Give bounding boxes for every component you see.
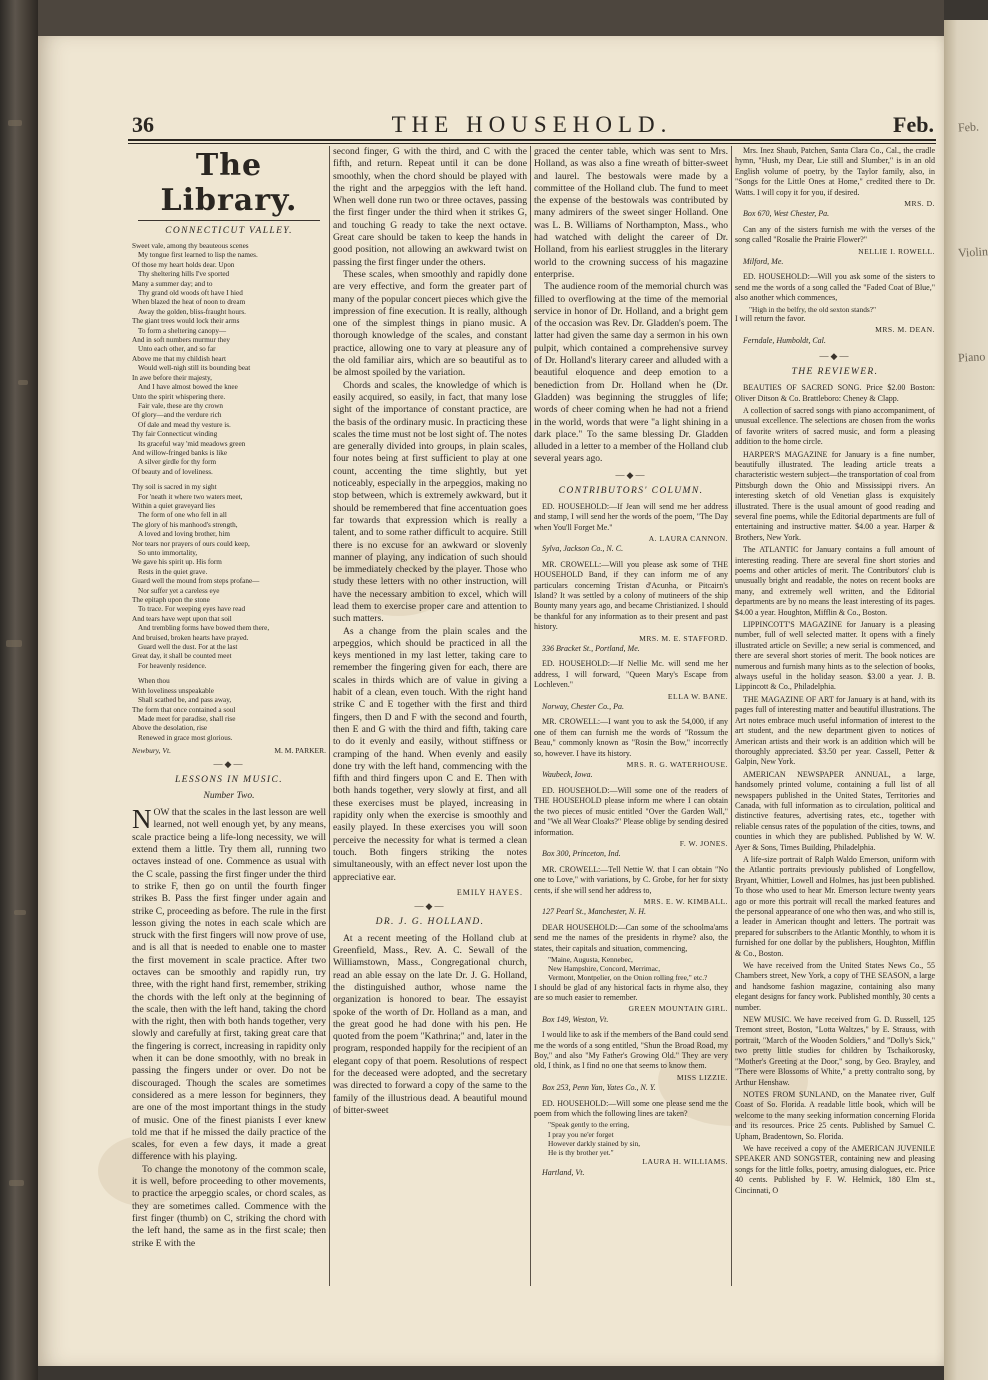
poem-line: For heavenly residence.: [138, 661, 207, 670]
letter-signature: MRS. R. G. WATERHOUSE.: [626, 760, 728, 770]
letter-signature: NELLIE I. ROWELL.: [858, 246, 935, 256]
lessons-paragraph: To change the monotony of the common scale, it is well, before proceeding to other movements, to practice the arpeggio scales, or chord scales, as they are sometimes called. Commence with the first finger (thumb) on C, striking the chord with the left hand, the same as in the first scale; then strike E with the: [132, 1163, 326, 1249]
poem-line: Of those my heart holds dear. Upon: [132, 260, 235, 269]
letter-text: MR. CROWELL:—Will you please ask some of THE HOUSEHOLD Band, if they can inform me of any particulars concerning Tristan d'Acunha, or Pitcairn's Island? It was settled by a colony of mutineers of the ship Bounty many years ago, and became Christianized. I should be thankful for any information as to their present and past history.: [534, 559, 728, 632]
column-rule: [329, 146, 330, 1286]
letter-text: MR. CROWELL:—I want you to ask the 54,000, if any one of them can furnish me the words of "Rossum the Beau," commonly known as "Rosin the Bow," incorrectly so, however. I have its history.: [534, 717, 728, 758]
poem-line: Thy soil is sacred in my sight: [132, 483, 217, 492]
poem-line: For 'neath it where two waters meet,: [138, 492, 243, 501]
reviewer-title: THE REVIEWER.: [791, 367, 879, 378]
letter-address: 127 Pearl St., Manchester, N. H.: [542, 907, 646, 917]
poem-line: The form that once contained a soul: [132, 705, 236, 714]
contributors-title: CONTRIBUTORS' COLUMN.: [558, 485, 704, 496]
contributor-letter: [534, 923, 728, 1025]
review-paragraph: HARPER'S MAGAZINE for January is a fine number, beautifully illustrated. The leading article treats a characteristic western subject—the transportation of coal from Pittsburgh down the Ohio and Mississippi rivers. An interesting sketch of old Venetian glass is exquisitely illustrated. There is the usual amount of good reading and several fine poems, while the Editorial departments are full of entertaining and instructive matter. $4.00 a year. Harper & Brothers, New York.: [735, 449, 935, 542]
page-top-edge: [38, 0, 944, 36]
poem-line: Nor tears nor prayers of ours could keep,: [132, 539, 250, 548]
poem-text: [132, 242, 326, 743]
poem-line: Renewed in grace most glorious.: [138, 733, 233, 742]
letter-signature: MISS LIZZIE.: [676, 1072, 728, 1082]
letter-signature: MRS. M. E. STAFFORD.: [639, 633, 728, 643]
poem-line: And bruised, broken hearts have prayed.: [132, 633, 249, 642]
column-4: [735, 146, 935, 1286]
contributor-letter: [534, 659, 728, 712]
letter-text: ED. HOUSEHOLD:—Will some one please send me the poem from which the following lines are taken?: [534, 1098, 728, 1119]
review-paragraph: The ATLANTIC for January contains a full amount of interesting reading. There are several fine short stories and poems and other articles of merit. The Contributors' club is unusually bright and readable, the notes on recent books are many, and extremely well written, and the Editorial departments are by no means the least interesting of its pages. $4.00 a year. Houghton, Mifflin & Co., Boston.: [735, 545, 935, 617]
edge-fragment: Violin: [957, 244, 988, 260]
poem-line: Great day, it shall be counted meet: [132, 652, 232, 661]
quote-line: However darkly stained by sin,: [548, 1138, 641, 1148]
poem-line: Fair vale, these are thy crown: [138, 401, 224, 410]
letter-address: Sylva, Jackson Co., N. C.: [542, 544, 624, 554]
ornament-divider: —◆—: [213, 759, 245, 770]
poem-line: Made meet for paradise, shall rise: [138, 714, 236, 723]
contributor-letter: [534, 560, 728, 655]
ornament-divider: —◆—: [414, 900, 446, 911]
contributors-list-continued: [735, 146, 935, 346]
poem-line: Unto the spirit whispering there.: [132, 392, 226, 401]
poem-line: Guard well the dust. For at the last: [138, 643, 238, 652]
holland-body: [333, 933, 527, 1117]
letter-text: ED. HOUSEHOLD:—Will some one of the readers of THE HOUSEHOLD please inform me where I can obtain the two pieces of music entitled "Over the Garden Wall," and "We all Wear Cloaks?" Please oblige by sending desired information.: [534, 785, 728, 837]
poem-place: Newbury, Vt.: [132, 746, 171, 756]
section-rule: [138, 220, 320, 221]
lessons-paragraph: OW that the scales in the last lesson are well learned, not well enough yet, by any means, scale practice being a life-long necessity, we will extend them a little. Try them all, running two octaves instead of one. Commence as usual with the C scale, passing the first finger under the third to strike F, then go on until the fourth finger strikes B. Pass the first finger under again and strike C, proceeding as before. The rule in the first lesson giving the notes in each scale which are struck with the first fingers will now prove of use, and is all that is needed to enable one to master the first movement in scale practice. After two octaves can be smoothly and rapidly run, try three, with the right hand first, remember, striking the chords with the left only at the beginning of the scale, then with the left hand, taking the chord with the right, then with both hands together, very slowly and carefully at first, taking great care that the fingering is correct, increasing in rapidity only when it can be done smoothly, with no break in passing the fingers under or over. Do not be discouraged. Though the scales are sometimes considered as a mere lesson for beginners, they are one of the most important things in the study of music. One of the finest pianists I ever knew told me that if he missed the daily practice of the scales, for even a few days, it made a great difference with his playing.: [132, 807, 326, 1163]
letter-text: I should be glad of any historical facts in rhyme also, they are so much easier to remember.: [534, 982, 728, 1002]
poem-line: Above me that my childish heart: [132, 354, 227, 363]
adjacent-page-edge: [944, 20, 988, 1380]
letter-text: Can any of the sisters furnish me with the verses of the song called "Rosalie the Prairie Flower?": [735, 224, 935, 245]
poem-line: We gave his spirit up. His form: [132, 558, 222, 567]
issue-month: Feb.: [893, 112, 934, 137]
quote-line: "Maine, Augusta, Kennebec,: [548, 954, 633, 964]
poem-line: Of glory—and the verdure rich: [132, 411, 222, 420]
poem-line: When thou: [138, 677, 170, 686]
contributor-letter: [534, 502, 728, 555]
poem-line: And I have almost bowed the knee: [138, 383, 238, 392]
letter-signature: MRS. M. DEAN.: [875, 325, 935, 335]
poem-line: Away the golden, bliss-fraught hours.: [138, 307, 246, 316]
poem-line: When blazed the heat of noon to dream: [132, 298, 246, 307]
lessons-body: [132, 804, 326, 1250]
letter-address: Box 149, Weston, Vt.: [542, 1014, 609, 1024]
letter-text: I would like to ask if the members of the Band could send me the words of a song entitled, "Shun the Broad Road, my Boy," and also "My Father's Growing Old." They are very old, I think, as I find no one that seems to know them.: [534, 1030, 728, 1071]
poem-line: Of beauty and of loveliness.: [132, 467, 213, 476]
poem-line: To trace. For weeping eyes have read: [138, 605, 246, 614]
poem-line: And tears have wept upon that soil: [132, 614, 232, 623]
header-rule: [128, 143, 936, 144]
review-paragraph: We have received from the United States News Co., 55 Chambers street, New York, a copy of THE SEASON, a large and handsome fashion magazine, containing also many elegant designs for fancy work. Published monthly, 30 cents a number.: [735, 961, 935, 1012]
letter-text: I will return the favor.: [735, 313, 806, 323]
poem-line: So unto immortality,: [138, 549, 198, 557]
contributor-letter: [735, 146, 935, 220]
poem-line: To form a sheltering canopy—: [138, 326, 227, 335]
book-spine: [0, 0, 38, 1380]
poem-line: Sweet vale, among thy beauteous scenes: [132, 242, 249, 250]
poem-line: In awe before their majesty,: [132, 373, 212, 382]
letter-address: 336 Bracket St., Portland, Me.: [542, 644, 640, 653]
letter-text: ED. HOUSEHOLD:—If Nellie Mc. will send me her address, I will forward, "Queen Mary's Escape from Lochleven.": [534, 659, 728, 690]
column-2: [333, 146, 527, 1286]
reviewer-body: [735, 383, 935, 1196]
holland-paragraph: graced the center table, which was sent to Mrs. Holland, as was also a fine wreath of bitter-sweet and laurel. The bestowals were made by a committee of the Holland club. The fund to meet the expense of the bestowals was contributed by many admirers of the sweet singer Holland. One was L. B. Williams of Northampton, Mass., who had watched with delight the career of Dr. Holland, from his earliest struggles in the literary world to the crowning success of his magazine enterprise.: [534, 146, 728, 280]
poem-line: Shall scathed be, and pass away,: [138, 696, 232, 705]
letter-text: Mrs. Inez Shaub, Patchen, Santa Clara Co., Cal., the cradle hymn, "Hush, my Dear, Lie still and Slumber," is in an old English volume of poetry, by the Taylor family, also, in "Songs for the Little Ones at Home," credited there to Dr. Watts. I will copy it for you, if desired.: [735, 146, 935, 197]
poem-line: The glory of his manhood's strength,: [132, 520, 238, 529]
review-paragraph: NEW MUSIC. We have received from G. D. Russell, 125 Tremont street, Boston, "Lotta Waltzes," by E. Strauss, with portrait, "March of the Wooden Soldiers," and "Dolly's Sick," two pretty little studies for children by Tschaikorosky, "Mother's Greeting at the Door," song, by Geo. Brayley, and "There were Blossoms of White," a pretty contralto song, by Arthur Henshaw.: [735, 1015, 935, 1087]
poem-line: Within a quiet graveyard lies: [132, 501, 216, 510]
letter-address: Norway, Chester Co., Pa.: [542, 702, 625, 712]
letter-address: Box 300, Princeton, Ind.: [542, 849, 621, 859]
holland-title: DR. J. G. HOLLAND.: [375, 916, 485, 927]
running-title: THE HOUSEHOLD.: [391, 112, 673, 137]
letter-text: ED. HOUSEHOLD:—If Jean will send me her address and stamp, I will send her the words of the poem, "The Day when You'll Forget Me.": [534, 501, 728, 532]
poem-line: And trembling forms have bowed them there,: [138, 624, 270, 633]
contributors-list: [534, 502, 728, 1178]
quote-line: New Hampshire, Concord, Merrimac,: [548, 964, 661, 974]
poem-line: A loved and loving brother, him: [138, 530, 230, 539]
ornament-divider: —◆—: [819, 351, 851, 362]
poem-line: Thy grand old woods oft have I hied: [138, 289, 243, 298]
letter-signature: MRS. D.: [904, 199, 935, 209]
quote-line: He is thy brother yet.": [548, 1148, 614, 1158]
holland-paragraph: The audience room of the memorial church was filled to overflowing at the time of the memorial service in honor of Dr. Holland, and a bright gem of the occasion was Rev. Dr. Gladden's poem. The latter had given the same day a sermon in his own pulpit, which contained a comprehensive survey of Dr. Holland's literary career and alluded with a beautiful eloquence and deep emotion to a benediction from Dr. Holland when he (Dr. Gladden) was beginning the struggles of life; words of cheer coming when he had not a friend in the world, words that were "a light shining in a dark place." To the same blessing Dr. Gladden alluded in a letter to a member of the Holland club several years ago.: [534, 281, 728, 465]
letter-signature: A. LAURA CANNON.: [648, 533, 728, 543]
page-number: 36: [132, 112, 154, 137]
poem-line: The form of one who fell in all: [138, 511, 227, 520]
poem-line: The epitaph upon the stone: [132, 596, 210, 605]
quote-line: "High in the belfry, the old sexton stands?": [749, 304, 877, 314]
poem-line: The giant trees would lock their arms: [132, 317, 240, 326]
lessons-title: LESSONS IN MUSIC.: [175, 775, 283, 786]
holland-paragraph: At a recent meeting of the Holland club at Greenfield, Mass., Rev. A. C. Sewall of the Williamstown, Mass., Congregational church, read an able essay on the late Dr. J. G. Holland, the distinguished author, whose name the organization is honored to bear. The essayist spoke of the worth of Dr. Holland as a man, and the great good he had done with his pen. He quoted from the poem "Kathrina;" and, later in the program, responded happily for the recipient of an elegant copy of that poem. Resolutions of respect for the deceased were adopted, and the secretary was directed to forward a copy of the same to the family of the illustrious dead. A beautiful mound of bitter-sweet: [333, 932, 527, 1116]
contributor-letter: [534, 1030, 728, 1093]
library-heading: The Library.: [160, 148, 298, 218]
poem-line: Thy sheltering hills I've sported: [138, 270, 230, 279]
contributor-letter: [534, 717, 728, 780]
header-rule: [128, 139, 936, 141]
poem-line: A silver girdle for thy form: [138, 458, 217, 467]
poem-line: Guard well the mound from steps profane—: [132, 577, 260, 586]
letter-text: ED. HOUSEHOLD:—Will you ask some of the sisters to send me the words of a song called the "Faded Coat of Blue," also another which commences,: [735, 272, 935, 303]
lessons-paragraph: second finger, G with the third, and C with the fifth, and return. Repeat until it can be done smoothly, when the chord should be played with the right and the arpeggios with the left hand. When well done run two or three octaves, passing the first finger under the third when it strikes G, and touching G ready to take the next octave. Great care should be taken to keep the hands in good position, not allowing an awkward twist on passing the first finger under the others.: [333, 146, 527, 268]
poem-line: Many a summer day; and to: [132, 279, 213, 288]
edge-fragment: Feb.: [957, 119, 980, 135]
review-paragraph: AMERICAN NEWSPAPER ANNUAL, a large, handsomely printed volume, containing a full list of all newspapers published in the United States, Territories and Canada, with full information as to circulation, political and distinctive features, advertising rates, etc., together with reliable census rates of the population of the cities, towns, and counties in which they are published. Published by W. W. Ayer & Sons, Times Building, Philadelphia.: [735, 769, 935, 852]
letter-address: Waubeck, Iowa.: [542, 770, 593, 780]
letter-signature: ELLA W. BANE.: [667, 691, 728, 701]
letter-signature: F. W. JONES.: [679, 838, 728, 848]
letter-address: Ferndale, Humboldt, Cal.: [743, 335, 826, 345]
letter-quote: [534, 1120, 728, 1157]
page-header: [128, 110, 936, 142]
poem-line: And willow-fringed banks is like: [132, 448, 228, 457]
review-paragraph: NOTES FROM SUNLAND, on the Manatee river, Gulf Coast of So. Florida. A readable little book, which will be welcome to the many seeking information concerning Florida and its resources. Price 25 cents. Published by Samuel C. Upham, Bradentown, So. Florida.: [735, 1089, 935, 1141]
contributor-letter: [534, 1099, 728, 1178]
letter-text: DEAR HOUSEHOLD:—Can some of the schoolma'ams send me the names of the presidents in rhyme? also, the states, their capitals and situation, commencing,: [534, 922, 728, 953]
lessons-author: EMILY HAYES.: [456, 887, 523, 897]
letter-text: MR. CROWELL:—Tell Nettie W. that I can obtain "No one to Love," with variations, by C. Grobe, for her for sixty cents, if she will send her address to,: [534, 864, 728, 895]
poem-line: Rests in the quiet grave.: [138, 567, 208, 576]
poem-line: With loveliness unspeakable: [132, 686, 214, 695]
poem-line: Unto each other, and so far: [138, 345, 216, 354]
quote-line: I pray you ne'er forget: [548, 1129, 614, 1139]
ornament-divider: —◆—: [615, 469, 647, 480]
column-rule: [530, 146, 531, 1286]
letter-address: Box 670, West Chester, Pa.: [743, 209, 830, 219]
contributor-letter: [534, 865, 728, 918]
letter-signature: LAURA H. WILLIAMS.: [642, 1157, 728, 1167]
lessons-body-continued: [333, 146, 527, 884]
letter-signature: GREEN MOUNTAIN GIRL.: [628, 1004, 728, 1014]
letter-signature: MRS. E. W. KIMBALL.: [643, 896, 728, 906]
holland-body-continued: [534, 146, 728, 466]
column-rule: [731, 146, 732, 1286]
letter-address: Hartland, Vt.: [542, 1167, 585, 1177]
poem-line: Above the desolation, rise: [132, 724, 208, 733]
poem-signature: [132, 746, 326, 755]
letter-quote: [534, 955, 728, 983]
poem-line: And in soft numbers murmur they: [132, 336, 231, 345]
poem-line: Would well-nigh still its bounding beat: [138, 364, 251, 373]
lessons-paragraph: As a change from the plain scales and the arpeggios, which should be practiced in all the keys mentioned in my last letter, taking care to remember the fingering given for each, there are scales in thirds which are of value in giving a habit of a clean, even touch. With the right hand strike C and E together with the first and third fingers, then D and F with the second and fourth, then E and G with the third and fifth, taking care to do it evenly and easily, without stiffness or cramping of the hand. When evenly and easily done try with the left hand, commencing with the fifth and third fingers upon C and E. Then with both hands together, very slowly at first, and all these exercises must be played, increasing in rapidity only when the exercise is smoothly and easily played. In these exercises you will soon perceive the necessity for what is termed a clean touch. Both fingers striking the notes simultaneously, with an effect never lost upon the appreciative ear.: [333, 625, 527, 883]
poem-line: Nor suffer yet a careless eye: [138, 586, 220, 595]
review-paragraph: THE MAGAZINE OF ART for January is at hand, with its pages full of interesting matter and beautiful illustrations. The Art notes embrace much useful information of interest to the art student, and the new department given to notices of American artists and their work is an addition which will be thoroughly appreciated. $3.50 per year. Cassell, Petter & Galpin, New York.: [735, 694, 935, 767]
quote-line: Vermont, Montpelier, on the Onion rolling free," etc.?: [548, 973, 708, 983]
contributor-letter: [735, 272, 935, 346]
drop-cap: N: [132, 804, 152, 835]
lessons-paragraph: Chords and scales, the knowledge of which is easily acquired, so easily, in fact, that many lose sight of the importance of constant practice, are the basis of the ordinary music. In practicing these scales the time must not be lost sight of. The notes are generally divided into groups, in plain scales, four notes being at first sufficient to play at one count, accenting the time slightly, but yet noticeably, especially in the arpeggios, making no stop between, which is extremely awkward, but it should be remembered that fine accentuation goes far towards that expression which is really a talent, and to some rather difficult to acquire. Still there is no excuse for an awkward or slovenly manner of playing, any indication of such should be immediately checked by the player. Those who study these letters with no other instruction, will have the necessary ambition to excel, which will lead them to exercise proper care and attention to such matters.: [333, 379, 527, 625]
poem-line: Thy fair Connecticut winding: [132, 430, 218, 439]
quote-line: "Speak gently to the erring,: [548, 1120, 630, 1130]
lessons-subtitle: Number Two.: [203, 791, 255, 802]
poem-author: M. M. PARKER.: [274, 746, 326, 756]
review-paragraph: BEAUTIES OF SACRED SONG. Price $2.00 Boston: Oliver Ditson & Co. Brattleboro: Cheney & Clapp.: [735, 383, 935, 403]
column-1: [132, 146, 326, 1286]
review-paragraph: LIPPINCOTT'S MAGAZINE for January is a pleasing number, full of well selected matter. It opens with a finely illustrated article on Seville; a new serial is commenced, and there are several short stories of merit. The book notices are numerous and furnish many hints as to the selection of books, always useful in the holiday season. $3.00 a year. J. B. Lippincott & Co., Philadelphia.: [735, 620, 935, 692]
letter-quote: [735, 305, 935, 314]
poem-line: Of dale and mead thy vesture is.: [138, 420, 231, 429]
letter-address: Milford, Me.: [743, 257, 784, 267]
poem-title: CONNECTICUT VALLEY.: [165, 226, 293, 236]
review-paragraph: A life-size portrait of Ralph Waldo Emerson, uniform with the Atlantic portraits previously published of Longfellow, Bryant, Whittier, Lowell and Holmes, has just been published. To those who used to hear Mr. Emerson lecture twenty years ago or more this portrait will recall the marked features and the personal appearance of one who then was, and who still is, a leader in American thought and letters. The portrait was prepared for subscribers to the Atlantic Monthly, to whom it is furnished for one dollar by the publishers, Houghton, Mifflin & Co., Boston.: [735, 854, 935, 958]
edge-fragment: Piano: [957, 349, 986, 365]
lessons-paragraph: These scales, when smoothly and rapidly done are very effective, and form the greater part of many of the popular concert pieces which give the impression of fine execution. It is really, although one of the simplest things in piano music. A thorough knowledge of the scales, and constant practice, allowing one to vary at pleasure any of the old familiar airs, which are so beautiful as to be almost spoiled by the variation.: [333, 268, 527, 379]
letter-address: Box 253, Penn Yan, Yates Co., N. Y.: [542, 1083, 656, 1093]
contributor-letter: [534, 786, 728, 860]
poem-line: Its graceful way 'mid meadows green: [138, 439, 246, 448]
review-paragraph: We have received a copy of the AMERICAN JUVENILE SPEAKER AND SONGSTER, containing new and pleasing songs for the little folks, poetry, amusing dialogues, etc. Price 40 cents. Published by F. W. Helmick, 180 Elm st., Cincinnati, O: [735, 1143, 935, 1195]
poem-line: My tongue first learned to lisp the names.: [138, 251, 258, 260]
column-3: [534, 146, 728, 1286]
contributor-letter: [735, 225, 935, 268]
review-paragraph: A collection of sacred songs with piano accompaniment, of unusual excellence. The selections are chosen from the works of favorite writers of sacred music, and form a pleasing addition to the home circle.: [735, 405, 935, 447]
